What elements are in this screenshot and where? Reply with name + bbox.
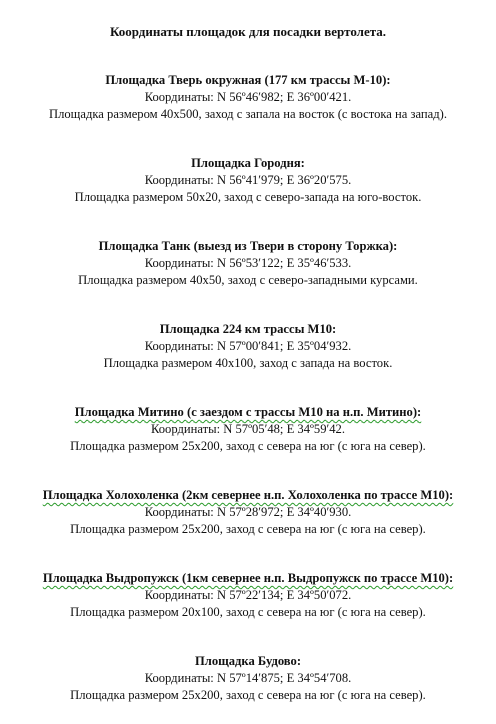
site-block [0, 155, 496, 206]
site-heading: Площадка Городня: [191, 156, 305, 170]
site-description: Площадка размером 25x200, заход с севера на юг (с юга на север). [70, 522, 426, 536]
site-description: Площадка размером 40x100, заход с запада на восток. [103, 356, 393, 370]
site-coordinates: Координаты: N 57º05′48; E 34º59′42. [150, 422, 346, 436]
site-block [0, 404, 496, 455]
site-block [0, 72, 496, 123]
site-coordinates: Координаты: N 57º28′972; E 34º40′930. [144, 505, 352, 519]
site-block [0, 653, 496, 704]
site-coordinates: Координаты: N 57º22′134; E 34º50′072. [144, 588, 352, 602]
site-coordinates: Координаты: N 57º00′841; E 35º04′932. [144, 339, 352, 353]
site-description: Площадка размером 20x100, заход с севера на юг (с юга на север). [70, 605, 426, 619]
site-coordinates: Координаты: N 56º46′982; E 36º00′421. [144, 90, 352, 104]
site-coordinates: Координаты: N 56º41′979; E 36º20′575. [144, 173, 352, 187]
site-block [0, 238, 496, 289]
site-heading: Площадка Митино (с заездом с трассы М10 на н.п. Митино): [74, 405, 422, 419]
site-block [0, 570, 496, 621]
site-description: Площадка размером 25x200, заход с севера на юг (с юга на север). [70, 688, 426, 702]
site-description: Площадка размером 40x50, заход с северо-западными курсами. [78, 273, 418, 287]
site-description: Площадка размером 25x200, заход с севера на юг (с юга на север). [70, 439, 426, 453]
site-heading: Площадка Танк (выезд из Твери в сторону Торжка): [98, 239, 398, 253]
site-coordinates: Координаты: N 57º14′875; E 34º54′708. [144, 671, 352, 685]
site-heading: Площадка Холохоленка (2км севернее н.п. Холохоленка по трассе М10): [42, 488, 454, 502]
site-block [0, 321, 496, 372]
site-description: Площадка размером 40x500, заход с запала на восток (с востока на запад). [49, 107, 447, 121]
site-description: Площадка размером 50x20, заход с северо-запада на юго-восток. [74, 190, 422, 204]
site-heading: Площадка Выдропужск (1км севернее н.п. Выдропужск по трассе М10): [42, 571, 454, 585]
site-heading: Площадка Будово: [194, 654, 302, 668]
site-heading: Площадка Тверь окружная (177 км трассы М-10): [105, 73, 391, 87]
page-title: Координаты площадок для посадки вертолета. [109, 24, 387, 39]
site-coordinates: Координаты: N 56º53′122; E 35º46′533. [144, 256, 352, 270]
site-heading: Площадка 224 км трассы М10: [159, 322, 337, 336]
site-block [0, 487, 496, 538]
